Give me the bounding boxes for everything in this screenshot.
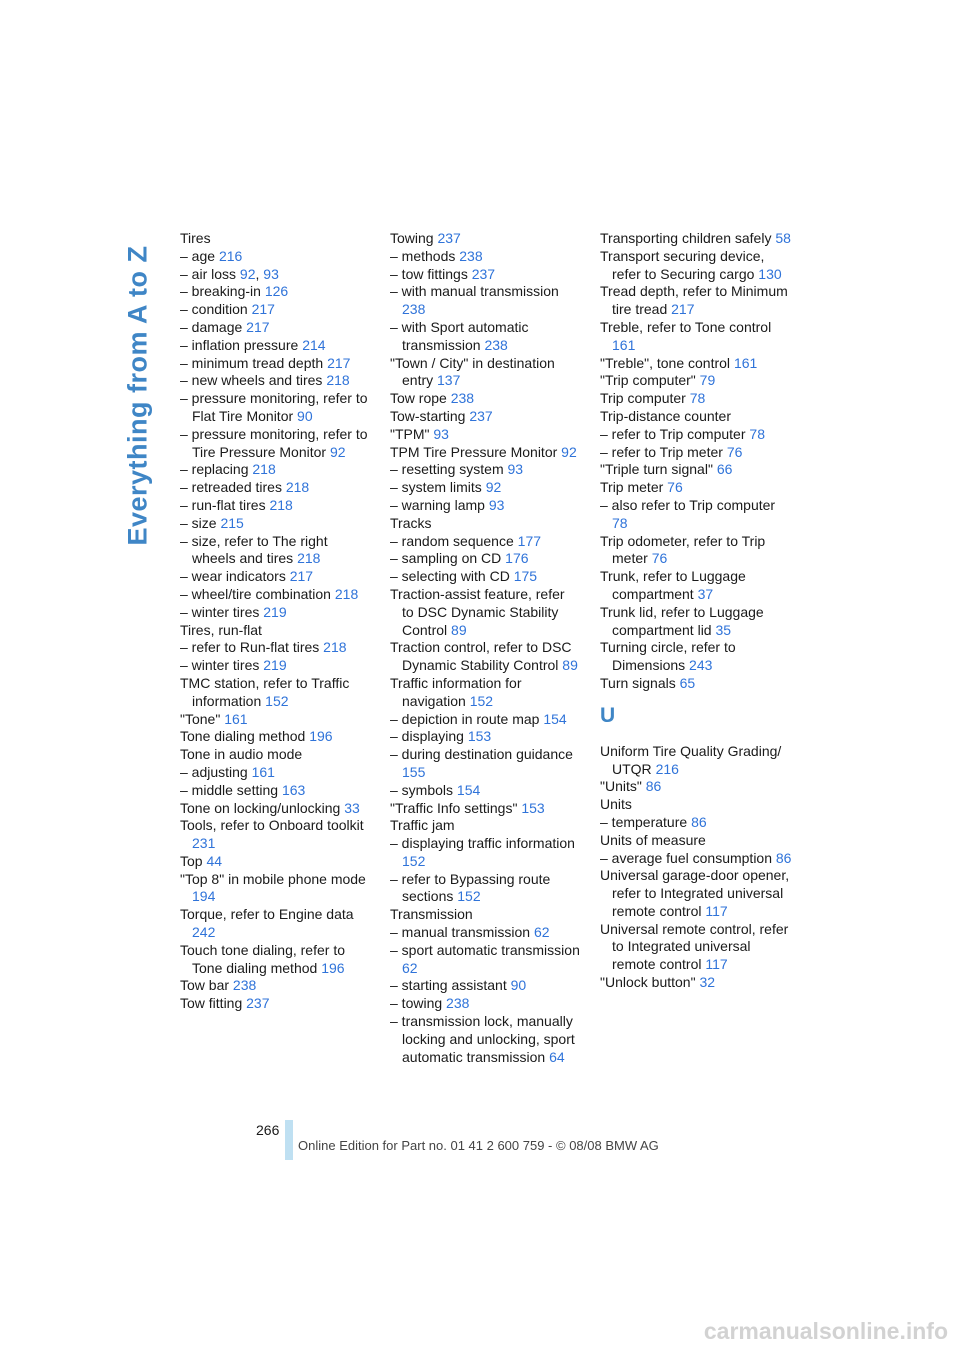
index-entry-text: Tread depth, refer to Minimum tire tread — [600, 283, 788, 318]
index-entry-text: – temperature — [600, 813, 688, 830]
index-entry — [600, 533, 792, 569]
page-reference-link[interactable]: 238 — [459, 247, 483, 264]
index-entry — [390, 283, 580, 319]
index-entry-text: Tools, refer to Onboard toolkit — [180, 817, 364, 834]
page-reference-link[interactable]: 92 — [239, 265, 256, 282]
page-reference-link[interactable]: 137 — [437, 372, 461, 389]
index-entry — [600, 283, 792, 319]
index-entry — [180, 711, 370, 729]
page-reference-link[interactable]: 218 — [334, 585, 359, 602]
index-entry-text: – with manual transmission — [390, 283, 559, 300]
page-reference-link[interactable]: 177 — [517, 532, 542, 549]
page-reference-link[interactable]: 216 — [655, 760, 679, 777]
index-entry-text: – condition — [180, 301, 248, 318]
index-entry-text: Torque, refer to Engine data — [180, 906, 354, 923]
index-entry-text: Trunk, refer to Luggage compartment — [600, 568, 746, 602]
index-entry — [180, 782, 370, 800]
index-entry — [180, 230, 370, 248]
index-entry-text: Traction-assist feature, refer to DSC Dynamic Stability Control — [390, 585, 565, 638]
index-entry-text: Traffic jam — [390, 817, 455, 834]
index-entry — [180, 337, 370, 355]
side-title-text: Everything from A to Z — [122, 244, 153, 546]
page-reference-link[interactable]: 89 — [562, 657, 578, 674]
index-entry-text: Tone on locking/unlocking — [180, 799, 341, 816]
page-reference-link[interactable]: 90 — [510, 977, 527, 994]
index-entry — [180, 604, 370, 622]
index-entry-text: – symbols — [390, 781, 454, 798]
index-entry — [180, 515, 370, 533]
index-entry — [600, 355, 792, 373]
page-reference-link[interactable]: 66 — [716, 461, 733, 478]
index-entry — [600, 479, 792, 497]
page-reference-link[interactable]: 65 — [679, 674, 696, 691]
index-entry-text: – starting assistant — [390, 977, 507, 994]
index-entry-text: Turning circle, refer to Dimensions — [600, 639, 736, 674]
index-entry — [600, 319, 792, 355]
index-entry-text: Top — [180, 852, 203, 869]
index-entry — [600, 850, 792, 868]
page-reference-link[interactable]: 219 — [263, 603, 287, 620]
page-reference-link[interactable]: 86 — [775, 849, 792, 866]
index-entry-text: – refer to Run-flat tires — [180, 639, 320, 656]
index-entry — [180, 390, 370, 426]
index-entry — [180, 533, 370, 569]
index-entry — [600, 461, 792, 479]
index-entry-text: "Units" — [600, 778, 642, 795]
index-entry — [180, 675, 370, 711]
index-entry-text: – warning lamp — [390, 496, 485, 513]
index-entry-text: – depiction in route map — [390, 710, 540, 727]
page-reference-link[interactable]: 62 — [533, 924, 550, 941]
page-reference-link[interactable]: 237 — [469, 407, 493, 424]
footer-bar — [285, 1120, 293, 1160]
page-reference-link[interactable]: 217 — [251, 301, 275, 318]
index-entry-text: "Top 8" in mobile phone mode — [180, 870, 366, 887]
page-reference-link[interactable]: 163 — [281, 781, 306, 798]
index-entry-text: – sampling on CD — [390, 550, 502, 567]
index-entry: – air loss 92, 93 — [180, 265, 279, 282]
index-entry-text: TMC station, refer to Traffic information — [180, 674, 350, 709]
index-entry — [600, 230, 792, 248]
index-entry — [600, 604, 792, 640]
index-entry-text: Tone dialing method — [180, 728, 306, 745]
index-entry — [600, 390, 792, 408]
index-entry-text: – damage — [180, 318, 243, 335]
index-entry — [180, 800, 370, 818]
index-entry-text: – middle setting — [180, 781, 279, 798]
index-entry — [600, 832, 792, 850]
page-reference-link[interactable]: 161 — [733, 354, 758, 371]
index-entry — [180, 248, 370, 266]
index-entry-text: – size, refer to The right wheels and tires — [180, 532, 328, 567]
index-entry-text: Transport securing device, refer to Securing cargo — [600, 247, 765, 282]
index-entry — [390, 479, 580, 497]
index-entry-text: Uniform Tire Quality Grading/ UTQR — [600, 742, 782, 777]
footer-text: Online Edition for Part no. 01 41 2 600 759 - © 08/08 BMW AG — [298, 1138, 659, 1153]
page-reference-link[interactable]: 76 — [726, 443, 743, 460]
page-reference-link[interactable]: 153 — [521, 799, 545, 816]
page-reference-link[interactable]: 216 — [218, 247, 243, 264]
page-reference-link[interactable]: 217 — [246, 318, 270, 335]
page-reference-link[interactable]: 90 — [297, 407, 313, 424]
index-entry — [390, 533, 580, 551]
page-reference-link[interactable]: 79 — [699, 372, 716, 389]
index-entry-text: Towing — [390, 230, 434, 246]
index-entry-text: "TPM" — [390, 425, 430, 442]
index-entry-text: Traction control, refer to DSC Dynamic Stability Control — [390, 639, 572, 674]
index-entry-text: "Triple turn signal" — [600, 461, 713, 478]
page-reference-link[interactable]: 86 — [691, 813, 707, 830]
index-entry — [600, 796, 792, 814]
index-entry-text: Tone in audio mode — [180, 746, 303, 763]
index-entry — [390, 871, 580, 907]
index-entry-text: – refer to Trip meter — [600, 443, 723, 460]
page-reference-link[interactable]: 78 — [749, 425, 765, 442]
page-reference-link[interactable]: 44 — [206, 852, 223, 869]
index-entry-text: "Trip computer" — [600, 372, 696, 389]
index-entry — [390, 800, 580, 818]
index-entry-text: Trip-distance counter — [600, 407, 731, 424]
index-entry — [390, 426, 580, 444]
page-reference-link[interactable]: 194 — [192, 888, 216, 905]
index-entry-text: – towing — [390, 995, 443, 1012]
index-entry-text: – air loss — [180, 265, 237, 282]
index-entry-text: Tow bar — [180, 977, 230, 994]
index-entry-text: Universal remote control, refer to Integrated universal remote control — [600, 920, 789, 973]
index-entry-text: TPM Tire Pressure Monitor — [390, 443, 558, 460]
index-entry-text: – inflation pressure — [180, 336, 299, 353]
index-entry — [390, 995, 580, 1013]
index-entry-text: – new wheels and tires — [180, 372, 323, 389]
index-entry-text: – refer to Bypassing route sections — [390, 870, 551, 905]
index-entry-text: – average fuel consumption — [600, 849, 772, 866]
index-entry — [390, 266, 580, 284]
page-reference-link[interactable]: 92 — [561, 443, 577, 460]
page-reference-link[interactable]: 152 — [457, 888, 481, 905]
page-reference-link[interactable]: 154 — [543, 710, 567, 727]
index-entry-text: – adjusting — [180, 763, 248, 780]
index-entry — [600, 568, 792, 604]
page-reference-link[interactable]: 238 — [446, 995, 470, 1012]
index-entry — [180, 906, 370, 942]
index-entry — [390, 924, 580, 942]
page-reference-link[interactable]: 92 — [485, 479, 502, 496]
index-entry-text: – winter tires — [180, 657, 260, 674]
page-reference-link[interactable]: 242 — [192, 924, 216, 941]
page-reference-link[interactable]: 218 — [297, 550, 321, 567]
page-reference-link[interactable]: 152 — [402, 852, 426, 869]
index-entry-text: Transmission — [390, 906, 473, 923]
page-reference-link[interactable]: 237 — [471, 265, 496, 282]
index-entry — [390, 461, 580, 479]
page-reference-link[interactable]: 176 — [505, 550, 529, 567]
index-entry — [390, 230, 580, 248]
page-reference-link[interactable]: 214 — [302, 336, 326, 353]
page-reference-link[interactable]: 76 — [667, 479, 683, 496]
page-reference-link[interactable]: 161 — [251, 763, 275, 780]
index-entry — [390, 746, 580, 782]
index-entry-text: – retreaded tires — [180, 479, 282, 496]
index-entry-text: – tow fittings — [390, 265, 468, 282]
page-reference-link[interactable]: 117 — [705, 956, 728, 973]
index-entry — [600, 921, 792, 974]
index-entry-text: – minimum tread depth — [180, 354, 324, 371]
index-entry-text: – displaying traffic information — [390, 835, 575, 852]
index-entry-text: – during destination guidance — [390, 746, 573, 763]
page-reference-link[interactable]: 86 — [645, 778, 662, 795]
index-entry-text: Tires — [180, 230, 211, 246]
page-reference-link[interactable]: 237 — [437, 230, 461, 246]
index-entry-text: – with Sport automatic transmission — [390, 318, 529, 353]
index-entry-text: – displaying — [390, 728, 464, 745]
page-reference-link[interactable]: 35 — [715, 621, 732, 638]
page-reference-link[interactable]: 93 — [263, 265, 279, 282]
index-entry — [390, 1013, 580, 1066]
index-entry — [390, 390, 580, 408]
index-entry — [180, 283, 370, 301]
index-entry-text: – pressure monitoring, refer to Tire Pressure Monitor — [180, 425, 368, 460]
index-entry-text: – sport automatic transmission — [390, 941, 580, 958]
index-entry — [390, 444, 580, 462]
page-reference-link[interactable]: 218 — [323, 639, 347, 656]
page-reference-link[interactable]: 126 — [264, 283, 289, 300]
index-entry — [390, 319, 580, 355]
page-reference-link[interactable]: 161 — [224, 710, 248, 727]
index-entry — [390, 497, 580, 515]
index-entry — [390, 639, 580, 675]
index-entry — [180, 319, 370, 337]
index-entry — [180, 461, 370, 479]
index-entry-text: – wheel/tire combination — [180, 585, 331, 602]
index-entry — [600, 778, 792, 796]
index-entry-text: Touch tone dialing, refer to Tone dialing method — [180, 941, 345, 976]
index-entry-text: Trip odometer, refer to Trip meter — [600, 532, 766, 567]
page-reference-link[interactable]: 37 — [697, 585, 714, 602]
index-entry — [390, 248, 580, 266]
index-entry-text: Trip meter — [600, 479, 664, 496]
index-entry-text: – size — [180, 514, 217, 531]
page-reference-link[interactable]: 92 — [329, 443, 346, 460]
index-entry — [390, 408, 580, 426]
page-reference-link[interactable]: 219 — [263, 657, 287, 674]
page-reference-link[interactable]: 154 — [456, 781, 481, 798]
page-reference-link[interactable]: 58 — [775, 230, 791, 246]
index-entry — [180, 622, 370, 640]
page-reference-link[interactable]: 218 — [252, 461, 276, 478]
index-entry-text: Transporting children safely — [600, 230, 772, 246]
page-reference-link[interactable]: 64 — [549, 1048, 565, 1065]
index-entry-text: Trunk lid, refer to Luggage compartment lid — [600, 603, 764, 638]
index-entry-text: "Traffic Info settings" — [390, 799, 518, 816]
index-entry — [390, 835, 580, 871]
index-entry-text: – refer to Trip computer — [600, 425, 746, 442]
index-entry — [600, 426, 792, 444]
page-reference-link[interactable]: 76 — [651, 550, 668, 567]
index-entry — [180, 372, 370, 390]
index-entry — [180, 942, 370, 978]
index-entry — [180, 355, 370, 373]
index-entry — [390, 977, 580, 995]
index-entry — [180, 497, 370, 515]
page-reference-link[interactable]: 238 — [484, 336, 508, 353]
index-entry-text: – methods — [390, 247, 456, 264]
index-entry — [180, 426, 370, 462]
index-entry — [180, 746, 370, 764]
index-entry-text: Tow rope — [390, 390, 447, 407]
page-reference-link[interactable]: 62 — [402, 959, 418, 976]
index-entry — [180, 728, 370, 746]
page-reference-link[interactable]: 130 — [758, 265, 782, 282]
page-reference-link[interactable]: 93 — [507, 461, 524, 478]
page-reference-link[interactable]: 117 — [705, 902, 728, 919]
index-entry — [600, 867, 792, 920]
page-reference-link[interactable]: 78 — [689, 390, 706, 407]
index-entry — [180, 853, 370, 871]
index-entry-text: – wear indicators — [180, 568, 286, 585]
index-entry — [180, 817, 370, 853]
index-entry — [600, 974, 792, 992]
index-entry — [390, 515, 580, 533]
section-heading: U — [600, 703, 616, 727]
index-entry-text: – system limits — [390, 479, 482, 496]
index-entry-text: – breaking-in — [180, 283, 261, 300]
index-entry — [180, 639, 370, 657]
index-entry — [600, 497, 792, 533]
index-entry-text: Universal garage-door opener, refer to Integrated universal remote control — [600, 867, 790, 919]
index-entry-text: – run-flat tires — [180, 496, 266, 513]
index-entry-text: "Tone" — [180, 710, 221, 727]
index-entry-text: – replacing — [180, 461, 249, 478]
page-reference-link[interactable]: 215 — [220, 514, 244, 531]
page-reference-link[interactable]: 175 — [513, 568, 538, 585]
page-reference-link[interactable]: 218 — [326, 372, 350, 389]
page-reference-link[interactable]: 153 — [467, 728, 492, 745]
index-entry-text: – manual transmission — [390, 924, 531, 941]
page-reference-link[interactable]: 217 — [671, 301, 695, 318]
index-entry — [180, 479, 370, 497]
index-entry-text: "Treble", tone control — [600, 354, 731, 371]
side-title — [120, 230, 156, 560]
index-entry — [180, 657, 370, 675]
page-number: 266 — [256, 1122, 280, 1138]
index-entry — [390, 817, 580, 835]
index-entry — [390, 782, 580, 800]
index-entry — [600, 248, 792, 284]
index-entry-text: Turn signals — [600, 674, 676, 691]
index-entry — [390, 711, 580, 729]
index-entry-text: Units — [600, 796, 632, 813]
page-reference-link[interactable]: 152 — [469, 692, 494, 709]
index-entry-text: Tow-starting — [390, 407, 466, 424]
page-reference-link[interactable]: 238 — [402, 301, 426, 318]
index-entry — [390, 675, 580, 711]
page-reference-link[interactable]: 218 — [269, 496, 293, 513]
page-reference-link[interactable]: 238 — [450, 390, 475, 407]
index-entry-text: – random sequence — [390, 532, 514, 549]
page-reference-link[interactable]: 93 — [488, 496, 505, 513]
page-reference-link[interactable]: 93 — [433, 425, 449, 442]
page-reference-link[interactable]: 196 — [309, 728, 333, 745]
page-reference-link[interactable]: 243 — [689, 657, 713, 674]
index-entry-text: "Town / City" in destination entry — [390, 354, 555, 389]
page-reference-link[interactable]: 32 — [699, 974, 716, 991]
index-entry-text: Tires, run-flat — [180, 621, 262, 638]
index-entry — [600, 639, 792, 675]
index-entry — [390, 586, 580, 639]
page-reference-link[interactable]: 237 — [246, 995, 270, 1012]
index-column-3 — [600, 230, 792, 992]
index-entry-text: – pressure monitoring, refer to Flat Tire Monitor — [180, 390, 368, 424]
index-entry-text: – resetting system — [390, 461, 504, 478]
index-entry — [180, 568, 370, 586]
index-entry-text: Treble, refer to Tone control — [600, 318, 772, 335]
index-entry-text: Traffic information for navigation — [390, 674, 522, 709]
page-reference-link[interactable]: 33 — [344, 799, 360, 816]
page-reference-link[interactable]: 196 — [321, 959, 345, 976]
index-column-2 — [390, 230, 580, 1066]
index-entry-text: – also refer to Trip computer — [600, 496, 776, 513]
index-column-1 — [180, 230, 370, 1013]
index-entry — [600, 814, 792, 832]
index-entry-text: – winter tires — [180, 603, 260, 620]
index-entry — [180, 764, 370, 782]
page-reference-link[interactable]: 161 — [612, 336, 636, 353]
index-entry — [390, 728, 580, 746]
page-reference-link[interactable]: 152 — [265, 692, 289, 709]
index-entry-text: Trip computer — [600, 390, 686, 407]
index-entry — [600, 444, 792, 462]
page-reference-link[interactable]: 89 — [451, 621, 467, 638]
index-entry — [180, 871, 370, 907]
index-entry — [390, 550, 580, 568]
index-entry — [600, 675, 792, 693]
page-reference-link[interactable]: 155 — [402, 763, 426, 780]
index-entry — [180, 586, 370, 604]
index-entry — [390, 906, 580, 924]
index-entry-text: Tracks — [390, 514, 432, 531]
index-entry-text: Tow fitting — [180, 995, 243, 1012]
index-entry — [600, 743, 792, 779]
page-reference-link[interactable]: 217 — [289, 568, 314, 585]
index-entry — [600, 372, 792, 390]
index-entry — [390, 355, 580, 391]
index-entry — [180, 301, 370, 319]
index-entry-text: – age — [180, 247, 216, 264]
index-entry-text: "Unlock button" — [600, 974, 696, 991]
index-entry — [180, 977, 370, 995]
index-entry-text: Units of measure — [600, 831, 706, 848]
page-reference-link[interactable]: 238 — [232, 977, 257, 994]
index-entry-text: – transmission lock, manually locking and unlocking, sport automatic transmission — [390, 1013, 575, 1065]
page-reference-link[interactable]: 78 — [612, 514, 628, 531]
index-entry — [390, 568, 580, 586]
watermark: carmanualsonline.info — [703, 1318, 948, 1344]
index-entry-text: – selecting with CD — [390, 568, 510, 585]
page-reference-link[interactable]: 217 — [327, 354, 351, 371]
index-entry — [390, 942, 580, 978]
page-reference-link[interactable]: 231 — [192, 835, 216, 852]
index-entry — [180, 995, 370, 1013]
index-entry — [600, 408, 792, 426]
page-reference-link[interactable]: 218 — [285, 479, 310, 496]
